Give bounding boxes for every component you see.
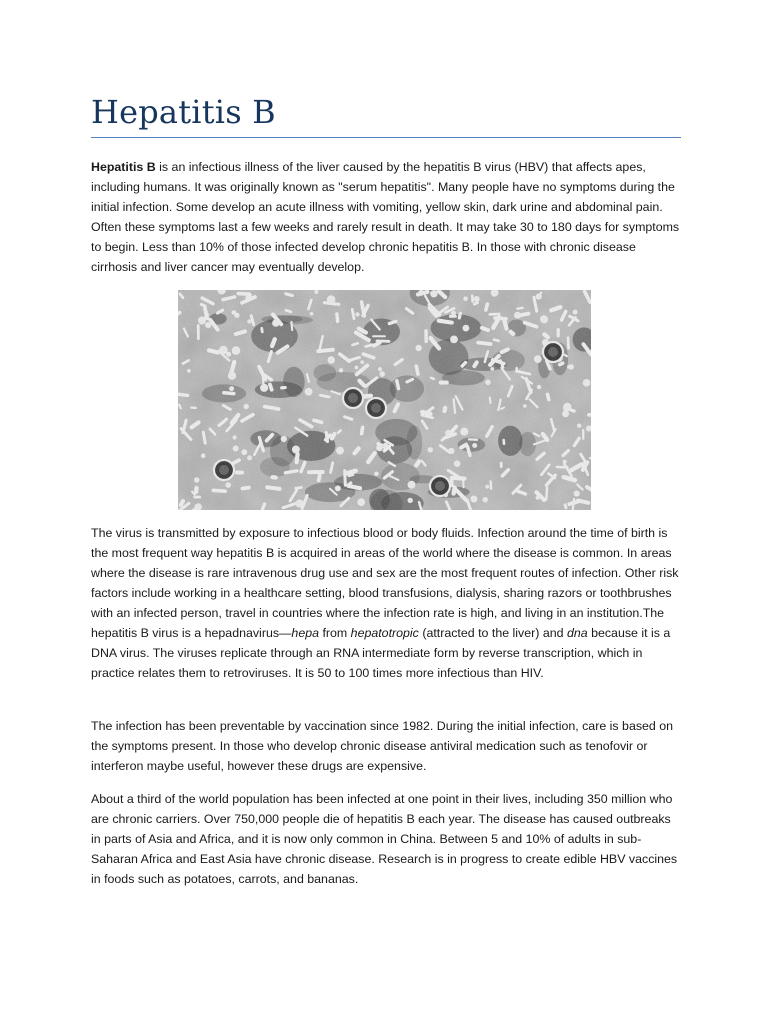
document-title: Hepatitis B: [91, 93, 276, 131]
paragraph-prevention: The infection has been preventable by vaccination since 1982. During the initial infection, care is based on the symptoms present. In those who develop chronic disease antiviral medication such as tenofovir or interferon maybe useful, however these drugs are expensive.: [91, 719, 674, 773]
transmission-text-1: The virus is transmitted by exposure to infectious blood or body fluids. Infection around the time of birth is the most frequent way hepatitis B is acquired in areas of the world where the disease is common. In areas where the disease is rare intravenous drug use and sex are the most frequent routes of infection. Other risk factors include working in a healthcare setting, blood transfusions, dialysis, sharing razors or toothbrushes with an infected person, travel in countries where the infection rate is high, and living in an institution.The hepatitis B virus is a hepadnavirus—: [91, 526, 679, 640]
paragraph-introduction: [91, 157, 681, 277]
micrograph-svg: [178, 290, 591, 510]
title-underline-rule: [91, 137, 681, 138]
term-dna: dna: [566, 626, 588, 640]
transmission-text-4: because it is a DNA virus. The viruses replicate through an RNA intermediate form by reverse transcription, which in practice relates them to retroviruses. It is 50 to 100 times more infectious than HIV.: [91, 626, 671, 680]
term-hepatotropic: hepatotropic: [350, 626, 419, 640]
term-hepa: hepa: [291, 626, 319, 640]
transmission-text-3: (attracted to the liver) and: [418, 626, 567, 640]
paragraph-transmission: [91, 523, 681, 683]
paragraph-introduction-text: is an infectious illness of the liver caused by the hepatitis B virus (HBV) that affects apes, including humans. It was originally known as "serum hepatitis". Many people have no symptoms during the initial infection. Some develop an acute illness with vomiting, yellow skin, dark urine and abdominal pain. Often these symptoms last a few weeks and rarely result in death. It may take 30 to 180 days for symptoms to begin. Less than 10% of those infected develop chronic hepatitis B. In those with chronic disease cirrhosis and liver cancer may eventually develop.: [91, 160, 680, 274]
lead-term: Hepatitis B: [91, 160, 156, 174]
virus-micrograph-image: [178, 290, 591, 510]
paragraph-epidemiology: About a third of the world population has been infected at one point in their lives, including 350 million who are chronic carriers. Over 750,000 people die of hepatitis B each year. The disease has caused outbreaks in parts of Asia and Africa, and it is now only common in China. Between 5 and 10% of adults in sub-Saharan Africa and East Asia have chronic disease. Research is in progress to create edible HBV vaccines in foods such as potatoes, carrots, and bananas.: [91, 792, 678, 886]
transmission-text-2: from: [319, 626, 351, 640]
